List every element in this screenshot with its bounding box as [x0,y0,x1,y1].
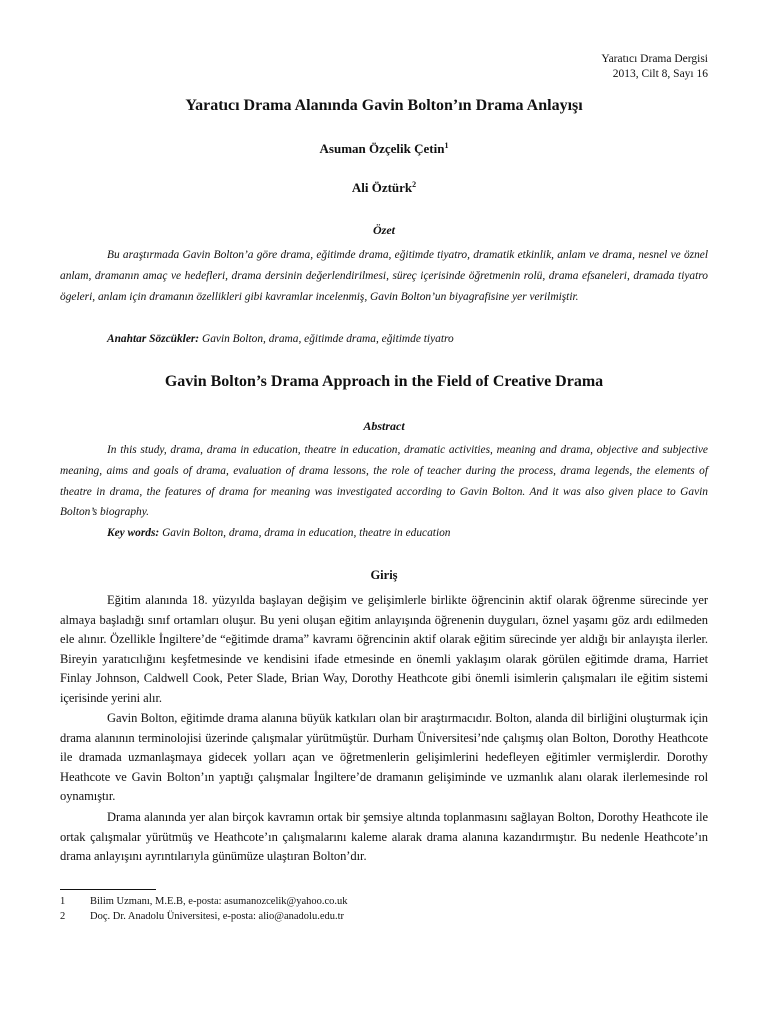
turkish-keywords-label: Anahtar Sözcükler: [107,333,200,345]
ozet-text: Bu araştırmada Gavin Bolton’a göre drama, eğitimde drama, eğitimde tiyatro, dramatik etkinlik, anlam ve drama, nesnel ve öznel anlam, dramanın amaç ve hedefleri, drama dersinin değerlendirilmesi, süreç içerisinde öğretmenin rolü, drama efsaneleri, dramada tiyatro ögeleri, anlam için dramanın özellikleri gibi kavramlar incelenmiş, Gavin Bolton’un biyagrafisine yer verilmiştir. [60,249,708,303]
english-keywords-list: Gavin Bolton, drama, drama in education, theatre in education [162,527,451,539]
footnote-divider [60,889,156,890]
turkish-keywords [107,333,454,345]
footnote-1-number: 1 [60,896,66,907]
journal-issue: 2013, Cilt 8, Sayı 16 [612,68,708,80]
abstract-text: In this study, drama, drama in education, theatre in education, dramatic activities, meaning and drama, objective and subjective meaning, aims and goals of drama, evaluation of drama lessons, the role of teacher during the process, drama legends, the elements of theatre in drama, the features of drama for meaning was investigated according to Gavin Bolton. And it was also given place to Gavin Bolton’s biography. [60,444,708,519]
abstract-heading: Abstract [363,419,405,433]
turkish-title: Yaratıcı Drama Alanında Gavin Bolton’ın Drama Anlayışı [185,97,583,114]
author-2-footnote-mark: 2 [412,180,417,189]
author-2 [60,180,708,196]
footnote-2-number: 2 [60,911,66,922]
author-2-name: Ali Öztürk [351,180,413,195]
body-paragraph-3: Drama alanında yer alan birçok kavramın ortak bir şemsiye altında toplanmasını sağlayan Bolton, Dorothy Heathcote ile ortak çalışmalar yürütmüş ve Heathcote’ın çalışmalarını kaleme alarak drama alanına kazandırmıştır. Bu nedenle Heathcote’ın drama anlayışını ayrıntılarıyla günümüze ulaştıran Bolton’dır. [60,810,708,864]
footnote-1 [60,896,348,907]
author-1-name: Asuman Özçelik Çetin [319,141,445,156]
body-paragraph-1: Eğitim alanında 18. yüzyılda başlayan değişim ve gelişimlerle birlikte öğrencinin aktif olarak öğrenme sürecinde yer almaya başladığı sınıf ortamları oluşur. Bu yeni oluşan eğitim anlayışında öğrenenin duyguları, öznel yaşamı göz ardı edilmeden ele alınır. Özellikle İngiltere’de “eğitimde drama” kavramı öğrencinin aktif olarak eğitim sürecinde yer aldığı bir anlayışta ilerler. Bireyin yaratıcılığını keşfetmesinde ve kendisini ifade etmesinde en önemli yaklaşım olarak görülen eğitimde drama, Harriet Finlay Johnson, Caldwell Cook, Peter Slade, Brian Way, Dorothy Heathcote gibi önemli isimlerin çalışmaları ile eğitim sistemi içerisinde yerini alır. [60,593,708,705]
journal-header [601,52,708,82]
body-paragraph-2: Gavin Bolton, eğitimde drama alanına büyük katkıları olan bir araştırmacıdır. Bolton, alanda dil birliğini oluşturmak için drama alanının terminolojisi üzerinde çalışmalar yürütmüştür. Durham Üniversitesi’nde çalışmış olan Bolton, Dorothy Heathcote ile dramada uzmanlaşmaya gidecek yolları açan ve öğretmenlerin gelişimlerini hedefleyen eğitimler vermişlerdir. Dorothy Heathcote ve Gavin Bolton’ın yaptığı çalışmalar İngiltere’de dramanın gelişiminde ve uzmanlık alanı olarak ilerlemesinde rol oynamıştır. [60,711,708,804]
footnote-1-text: Bilim Uzmanı, M.E.B, e-posta: asumanozcelik@yahoo.co.uk [90,896,348,907]
english-title: Gavin Bolton’s Drama Approach in the Field of Creative Drama [164,373,604,390]
journal-name: Yaratıcı Drama Dergisi [601,53,708,65]
author-1 [60,141,708,157]
ozet-heading: Özet [373,223,395,237]
author-1-footnote-mark: 1 [444,141,449,150]
turkish-keywords-list: Gavin Bolton, drama, eğitimde drama, eğitimde tiyatro [201,333,454,345]
footnote-2-text: Doç. Dr. Anadolu Üniversitesi, e-posta: alio@anadolu.edu.tr [90,911,345,922]
english-keywords [107,527,451,539]
english-keywords-label: Key words: [107,527,160,539]
giris-heading: Giriş [370,568,398,582]
footnote-2 [60,911,344,922]
